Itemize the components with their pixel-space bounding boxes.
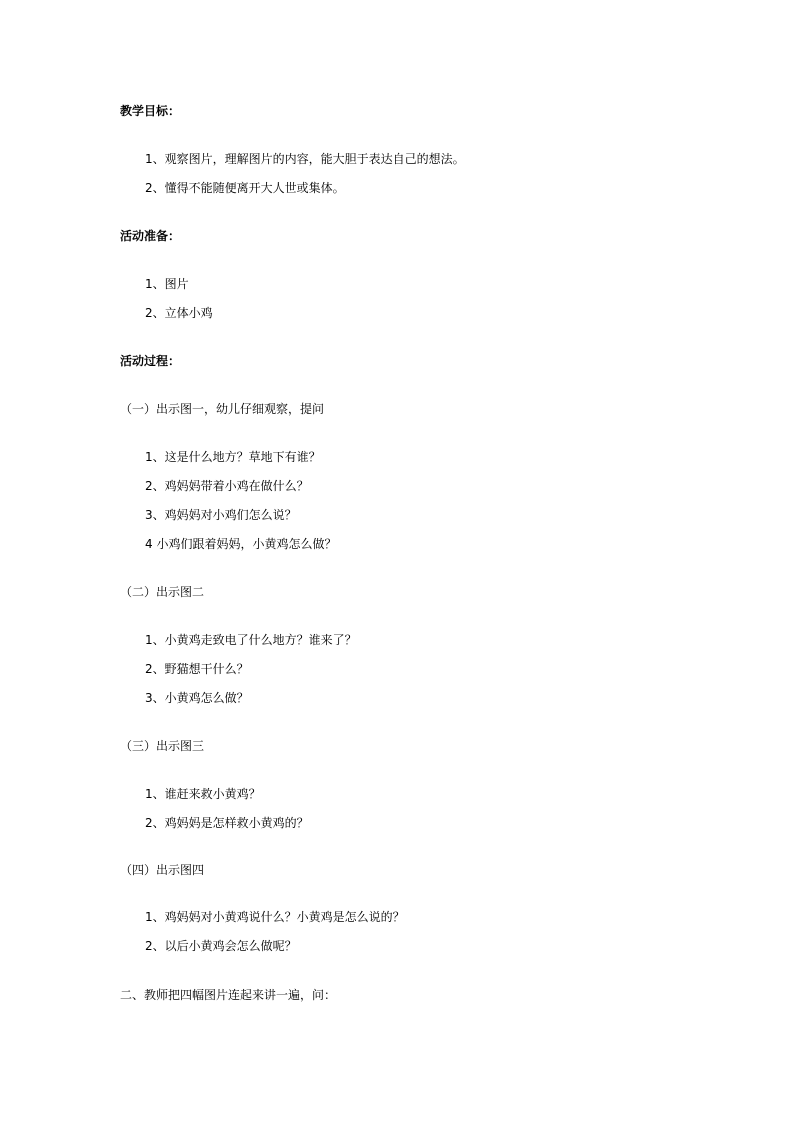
part-title-4: （四）出示图四	[120, 863, 205, 877]
closing-line: 二、教师把四幅图片连起来讲一遍，问：	[120, 988, 337, 1002]
part-title-2: （二）出示图二	[120, 585, 205, 599]
part-2-item-1: 1、小黄鸡走致电了什么地方？谁来了？	[145, 633, 357, 647]
section-heading-preparation: 活动准备：	[120, 229, 181, 243]
goal-item-2: 2、懂得不能随便离开大人世或集体。	[145, 181, 345, 195]
preparation-item-1: 1、图片	[145, 277, 189, 291]
preparation-item-2: 2、立体小鸡	[145, 306, 213, 320]
part-3-item-2: 2、鸡妈妈是怎样救小黄鸡的？	[145, 816, 309, 830]
part-1-item-3: 3、鸡妈妈对小鸡们怎么说？	[145, 508, 297, 522]
part-1-item-4: 4 小鸡们跟着妈妈，小黄鸡怎么做？	[145, 537, 337, 551]
part-1-item-2: 2、鸡妈妈带着小鸡在做什么？	[145, 479, 309, 493]
part-3-item-1: 1、谁赶来救小黄鸡？	[145, 787, 261, 801]
section-heading-process: 活动过程：	[120, 354, 181, 368]
part-title-3: （三）出示图三	[120, 739, 205, 753]
part-2-item-2: 2、野猫想干什么？	[145, 662, 249, 676]
section-heading-goals: 教学目标：	[120, 104, 181, 118]
part-title-1: （一）出示图一，幼儿仔细观察，提问	[120, 402, 325, 416]
part-1-item-1: 1、这是什么地方？草地下有谁？	[145, 450, 321, 464]
part-4-item-1: 1、鸡妈妈对小黄鸡说什么？小黄鸡是怎么说的？	[145, 910, 405, 924]
part-4-item-2: 2、以后小黄鸡会怎么做呢？	[145, 939, 297, 953]
goal-item-1: 1、观察图片，理解图片的内容，能大胆于表达自己的想法。	[145, 152, 465, 166]
part-2-item-3: 3、小黄鸡怎么做？	[145, 691, 249, 705]
